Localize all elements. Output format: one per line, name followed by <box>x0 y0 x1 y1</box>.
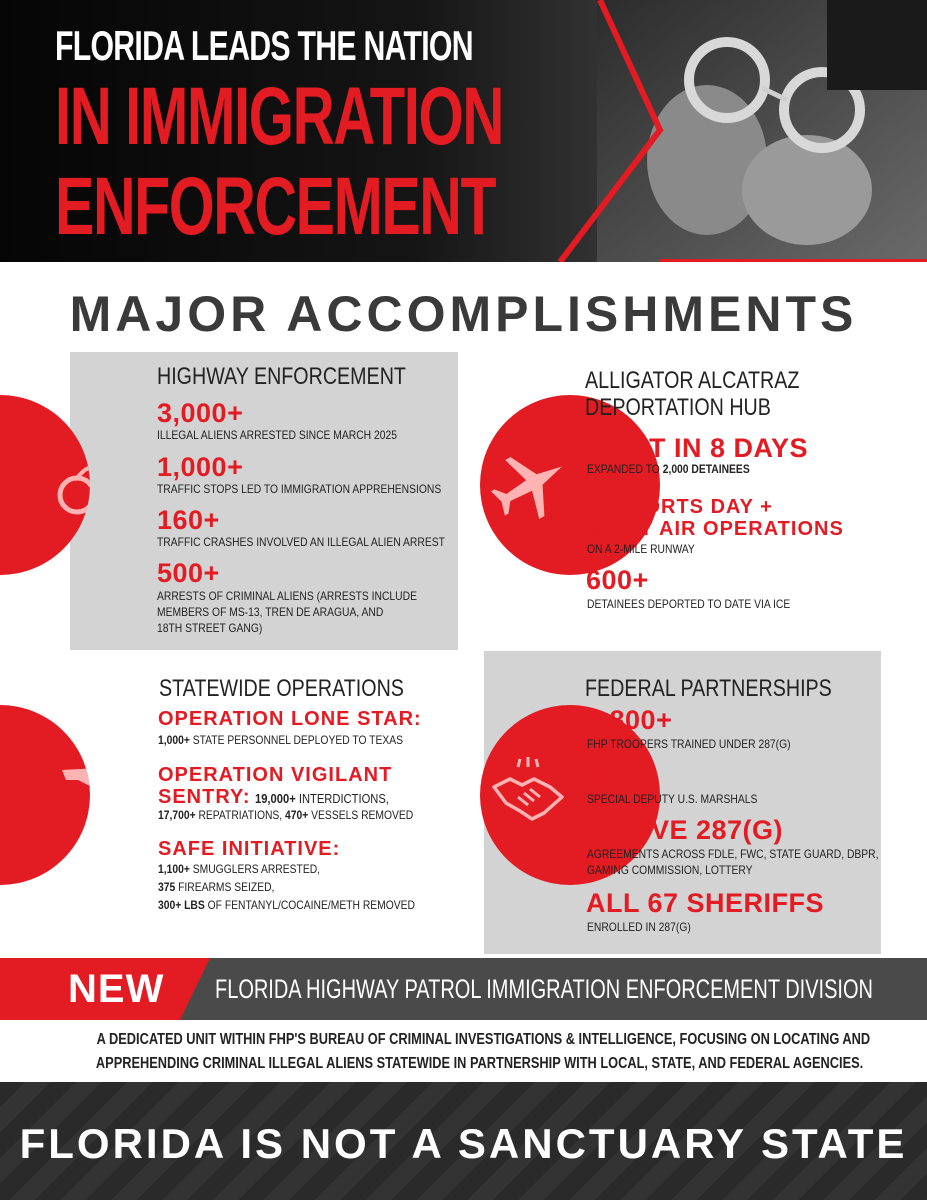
highway-stat-4-line-1: ARRESTS OF CRIMINAL ALIENS (ARRESTS INCLUDE <box>157 589 417 603</box>
highway-stat-3-text: TRAFFIC CRASHES INVOLVED AN ILLEGAL ALIEN ARREST <box>157 535 445 549</box>
handshake-icon <box>488 757 568 837</box>
federal-stat-3-line-2: GAMING COMMISSION, LOTTERY <box>587 863 753 877</box>
safe-t3: OF FENTANYL/COCAINE/METH REMOVED <box>204 898 416 912</box>
federal-stat-2-value: 100+ <box>586 760 649 790</box>
federal-title: FEDERAL PARTNERSHIPS <box>585 675 832 702</box>
safe-line-3 <box>158 898 415 913</box>
lone-star-text <box>158 733 403 748</box>
safe-b2: 375 <box>158 880 176 894</box>
vigilant-t1: INTERDICTIONS, <box>295 791 389 806</box>
alligator-deported-value: 600+ <box>586 565 649 595</box>
federal-stat-1-value: 1,800+ <box>586 705 673 735</box>
new-label: NEW <box>68 967 165 1011</box>
vigilant-b3: 470+ <box>285 808 309 822</box>
highway-stat-3-value: 160+ <box>157 505 220 535</box>
highway-stat-4-line-3: 18TH STREET GANG) <box>157 621 263 635</box>
header-line-3: ENFORCEMENT <box>55 161 496 252</box>
footer-banner <box>0 1082 927 1200</box>
footer-text: FLORIDA IS NOT A SANCTUARY STATE <box>19 1120 908 1167</box>
safe-initiative-heading: SAFE INITIATIVE: <box>158 838 341 860</box>
vigilant-interdictions <box>255 791 389 806</box>
alligator-supports-sub: ON A 2-MILE RUNWAY <box>587 542 695 556</box>
handcuffs-icon <box>55 450 90 520</box>
division-description-line-1: A DEDICATED UNIT WITHIN FHP'S BUREAU OF CRIMINAL INVESTIGATIONS & INTELLIGENCE, FOCUSING ON LOCATING AND <box>96 1031 871 1048</box>
major-accomplishments-title: MAJOR ACCOMPLISHMENTS <box>69 286 858 342</box>
safe-line-2 <box>158 880 274 895</box>
lone-star-bold: 1,000+ <box>158 733 190 747</box>
vigilant-b2: 17,700+ <box>158 808 196 822</box>
vigilant-t3: VESSELS REMOVED <box>308 808 414 822</box>
vigilant-line-1: OPERATION VIGILANT <box>158 764 393 786</box>
federal-stat-4-value: ALL 67 SHERIFFS <box>586 888 825 918</box>
highway-stat-1-text: ILLEGAL ALIENS ARRESTED SINCE MARCH 2025 <box>157 428 397 442</box>
alligator-supports-line-2: NIGHT AIR OPERATIONS <box>586 518 844 540</box>
alligator-supports-line-1: SUPPORTS DAY + <box>586 496 773 518</box>
division-description-line-2: APPREHENDING CRIMINAL ILLEGAL ALIENS STATEWIDE IN PARTNERSHIP WITH LOCAL, STATE, AND FEDERAL AGENCIES. <box>95 1055 864 1072</box>
florida-map-icon <box>60 760 90 835</box>
alligator-built-sub <box>587 462 750 477</box>
vigilant-t2: REPATRIATIONS, <box>195 808 286 822</box>
federal-stat-4-text: ENROLLED IN 287(G) <box>587 920 691 934</box>
safe-b3: 300+ LBS <box>158 898 205 912</box>
alligator-built-sub-bold: 2,000 DETAINEES <box>662 462 750 476</box>
header-line-2: IN IMMIGRATION <box>55 71 503 162</box>
vigilant-sentry-label: SENTRY: <box>158 786 251 808</box>
vigilant-b1: 19,000+ <box>255 791 296 806</box>
alligator-built-sub-pre: EXPANDED TO <box>587 462 663 476</box>
alligator-title-line-2: DEPORTATION HUB <box>585 394 771 421</box>
vigilant-line-2 <box>158 786 411 809</box>
lone-star-heading: OPERATION LONE STAR: <box>158 708 422 730</box>
highway-stat-1-value: 3,000+ <box>157 398 244 428</box>
safe-t1: SMUGGLERS ARRESTED, <box>189 862 321 876</box>
alligator-built: BUILT IN 8 DAYS <box>586 433 809 463</box>
highway-stat-2-text: TRAFFIC STOPS LED TO IMMIGRATION APPREHENSIONS <box>157 482 442 496</box>
statewide-title: STATEWIDE OPERATIONS <box>159 675 404 702</box>
alligator-title-line-1: ALLIGATOR ALCATRAZ <box>585 367 800 394</box>
header-line-1: FLORIDA LEADS THE NATION <box>55 22 473 69</box>
safe-b1: 1,100+ <box>158 862 190 876</box>
federal-stat-2-text: SPECIAL DEPUTY U.S. MARSHALS <box>587 792 758 806</box>
federal-stat-3-line-1: AGREEMENTS ACROSS FDLE, FWC, STATE GUARD, DBPR, <box>587 847 879 861</box>
federal-stat-3-value: ACTIVE 287(G) <box>586 815 784 845</box>
division-title: FLORIDA HIGHWAY PATROL IMMIGRATION ENFORCEMENT DIVISION <box>215 974 873 1004</box>
airplane-icon <box>490 440 570 530</box>
vigilant-line-3 <box>158 808 413 823</box>
new-division-banner <box>0 958 927 1020</box>
header-banner <box>0 0 927 262</box>
highway-stat-4-line-2: MEMBERS OF MS-13, TREN DE ARAGUA, AND <box>157 605 384 619</box>
alligator-deported-text: DETAINEES DEPORTED TO DATE VIA ICE <box>587 597 791 611</box>
highway-stat-2-value: 1,000+ <box>157 452 244 482</box>
highway-stat-4-value: 500+ <box>157 558 220 588</box>
safe-t2: FIREARMS SEIZED, <box>175 880 275 894</box>
lone-star-rest: STATE PERSONNEL DEPLOYED TO TEXAS <box>189 733 404 747</box>
statewide-circle <box>0 705 90 885</box>
highway-title: HIGHWAY ENFORCEMENT <box>157 363 406 390</box>
safe-line-1 <box>158 862 320 877</box>
division-description <box>0 1028 927 1076</box>
federal-stat-1-text: FHP TROOPERS TRAINED UNDER 287(G) <box>587 737 791 751</box>
